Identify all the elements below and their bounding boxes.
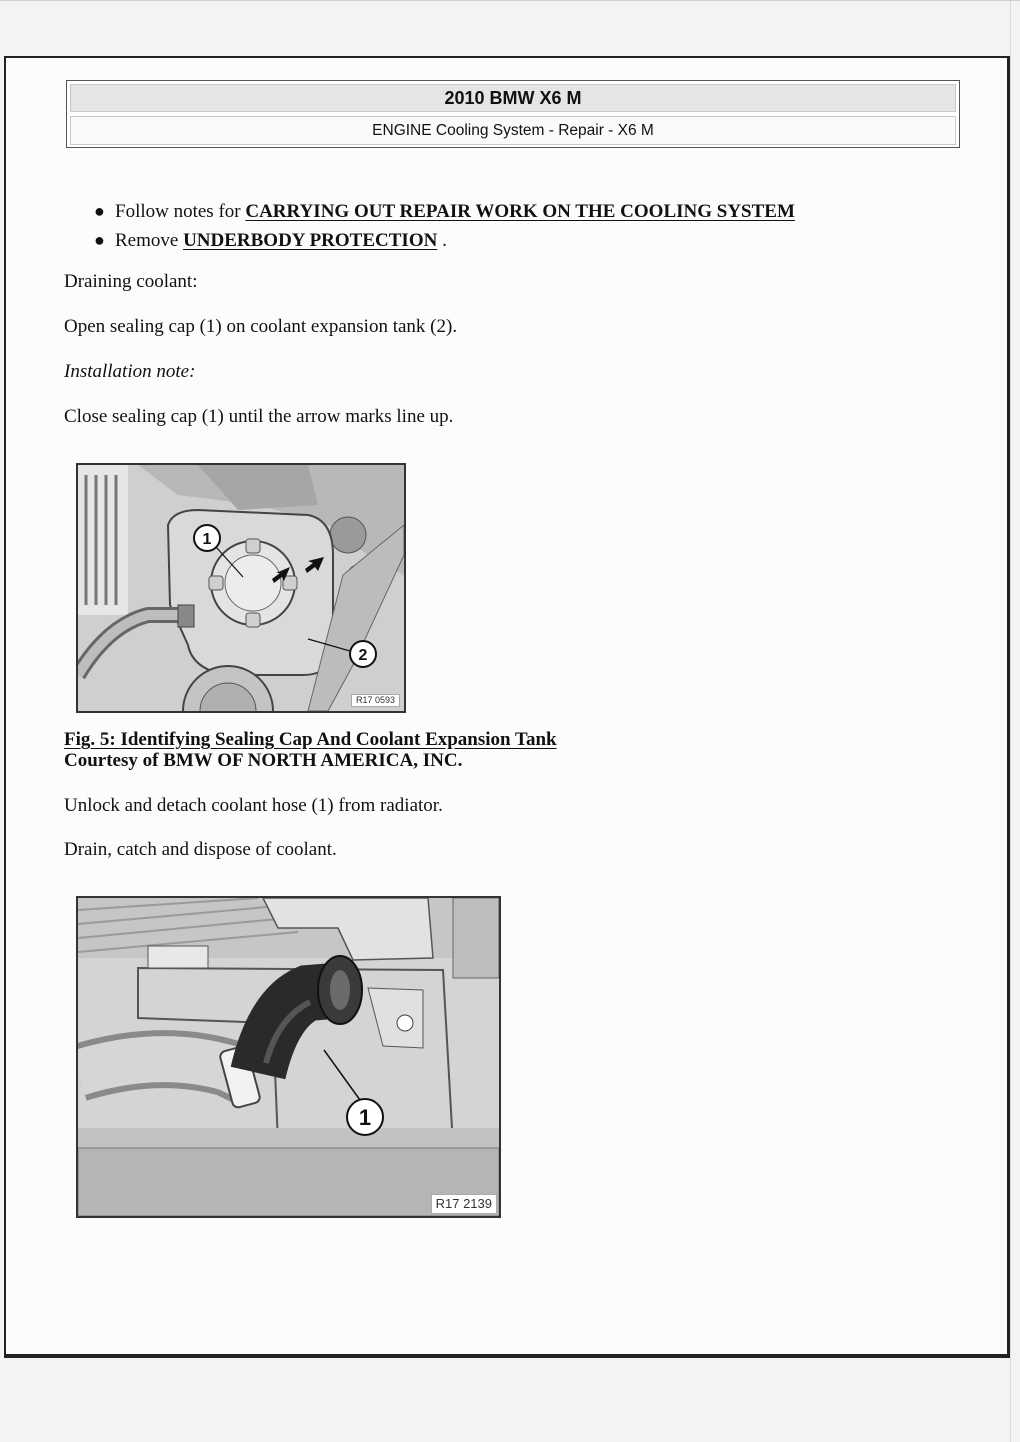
draining-heading: Draining coolant: — [64, 271, 198, 292]
document-page — [4, 56, 1010, 1358]
callout-1: 1 — [358, 1105, 372, 1130]
underbody-protection-link[interactable]: UNDERBODY PROTECTION — [183, 230, 438, 251]
caption-credit: Courtesy of BMW OF NORTH AMERICA, INC. — [64, 750, 463, 771]
callout-2: 2 — [358, 647, 368, 664]
figure-code: R17 0593 — [351, 694, 400, 707]
cooling-repair-link[interactable]: CARRYING OUT REPAIR WORK ON THE COOLING SYSTEM — [245, 201, 795, 222]
bullet-text: Remove — [115, 230, 184, 251]
bullet-text: Follow notes for — [115, 201, 246, 222]
vehicle-title: 2010 BMW X6 M — [70, 84, 956, 112]
unlock-hose-step: Unlock and detach coolant hose (1) from radiator. — [64, 795, 443, 816]
figure-coolant-hose — [76, 896, 501, 1218]
page-edge — [1010, 0, 1011, 1442]
prerequisite-list — [94, 197, 795, 255]
expansion-tank-illustration — [78, 465, 404, 711]
bullet-suffix: . — [437, 230, 447, 251]
callout-1: 1 — [202, 531, 212, 548]
section-subtitle: ENGINE Cooling System - Repair - X6 M — [70, 116, 956, 145]
bullet-icon: ● — [94, 201, 105, 221]
document-header — [66, 80, 960, 148]
drain-step: Drain, catch and dispose of coolant. — [64, 839, 337, 860]
coolant-hose-illustration — [78, 898, 499, 1216]
installation-note-label: Installation note: — [64, 361, 196, 382]
close-cap-step: Close sealing cap (1) until the arrow marks line up. — [64, 406, 454, 427]
figure-code: R17 2139 — [431, 1194, 497, 1214]
caption-title: Fig. 5: Identifying Sealing Cap And Coolant Expansion Tank — [64, 729, 557, 750]
figure-expansion-tank — [76, 463, 406, 713]
list-item — [94, 197, 795, 226]
bullet-icon: ● — [94, 230, 105, 250]
list-item — [94, 226, 795, 255]
open-cap-step: Open sealing cap (1) on coolant expansion tank (2). — [64, 316, 458, 337]
top-rule — [0, 0, 1020, 1]
figure-caption — [64, 729, 557, 771]
